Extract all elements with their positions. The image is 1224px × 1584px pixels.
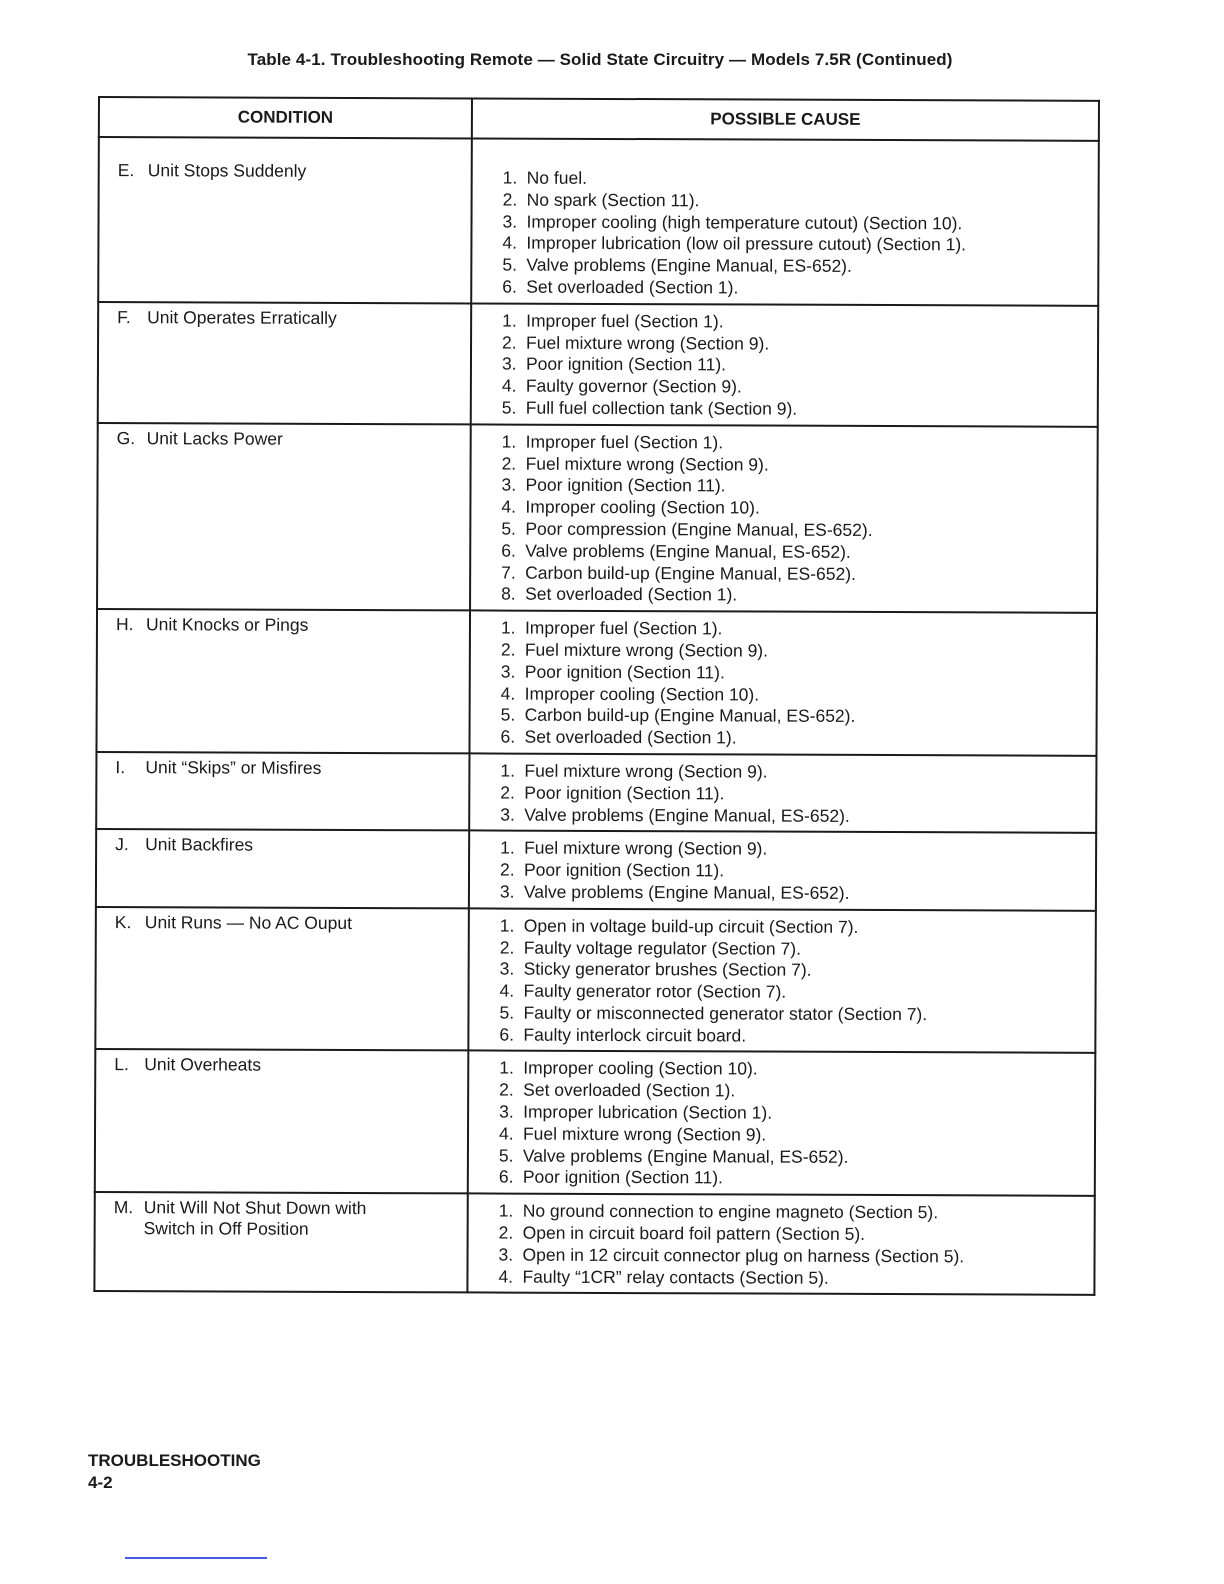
cause-item xyxy=(499,1024,1094,1048)
cause-text: Faulty governor (Section 9). xyxy=(525,375,742,397)
cause-item xyxy=(502,310,1097,334)
cause-number: 1. xyxy=(500,760,516,781)
possible-cause-cell xyxy=(469,831,1096,911)
condition-header: CONDITION xyxy=(99,97,472,138)
condition-letter: G. xyxy=(116,427,136,448)
condition-cell xyxy=(95,907,469,1051)
condition-text: Unit Operates Erratically xyxy=(147,306,337,328)
possible-cause-cell xyxy=(468,908,1096,1053)
cause-text: Valve problems (Engine Manual, ES-652). xyxy=(523,881,850,903)
cause-number: 1. xyxy=(499,915,515,936)
table-body xyxy=(94,137,1098,1295)
cause-number: 2. xyxy=(499,1079,514,1100)
cause-list xyxy=(502,310,1097,421)
condition-letter: E. xyxy=(117,160,135,181)
condition-letter: M. xyxy=(113,1197,134,1218)
cause-text: Set overloaded (Section 1). xyxy=(524,726,737,748)
cause-text: Fuel mixture wrong (Section 9). xyxy=(524,760,768,782)
cause-number: 1. xyxy=(499,1058,514,1079)
cause-item xyxy=(500,727,1095,751)
cause-item xyxy=(499,1244,1094,1268)
condition-letter: I. xyxy=(115,756,126,778)
possible-cause-cell xyxy=(471,138,1099,305)
cause-text: Improper lubrication (low oil pressure cutout) (Section 1). xyxy=(526,233,967,255)
cause-text: Poor ignition (Section 11). xyxy=(524,661,725,683)
cause-item xyxy=(503,189,1098,213)
condition-cell xyxy=(96,829,469,908)
condition-text: Unit Knocks or Pings xyxy=(145,614,309,635)
cause-text: Faulty “1CR” relay contacts (Section 5). xyxy=(522,1266,829,1288)
cause-item xyxy=(499,1167,1094,1191)
cause-item xyxy=(501,661,1096,685)
condition-cell xyxy=(97,423,471,611)
condition-line xyxy=(117,307,470,329)
condition-letter: H. xyxy=(115,614,134,635)
cause-number: 5. xyxy=(502,254,518,275)
table-row xyxy=(98,137,1099,306)
table-row xyxy=(96,609,1097,756)
cause-item xyxy=(499,1201,1094,1225)
possible-cause-cell xyxy=(468,1051,1096,1196)
table-row xyxy=(97,423,1098,613)
cause-number: 5. xyxy=(501,397,517,418)
condition-line xyxy=(114,1197,467,1219)
cause-item xyxy=(500,981,1095,1005)
possible-cause-cell xyxy=(470,424,1098,613)
cause-item xyxy=(499,1102,1094,1126)
cause-number: 1. xyxy=(500,837,515,858)
cause-text: Valve problems (Engine Manual, ES-652). xyxy=(524,804,850,826)
cause-number: 4. xyxy=(500,683,516,704)
cause-number: 1. xyxy=(502,310,517,331)
table-row xyxy=(95,907,1096,1054)
cause-list xyxy=(501,431,1097,608)
cause-number: 6. xyxy=(501,540,516,561)
cause-text: Set overloaded (Section 1). xyxy=(523,1079,736,1101)
condition-text: Unit Overheats xyxy=(144,1054,262,1076)
cause-item xyxy=(502,354,1097,378)
cause-text: Fuel mixture wrong (Section 9). xyxy=(525,453,769,475)
condition-text: Switch in Off Position xyxy=(143,1218,309,1240)
footer-page-number: 4-2 xyxy=(88,1473,113,1492)
condition-line xyxy=(117,428,470,450)
cause-text: Poor ignition (Section 11). xyxy=(525,475,726,496)
condition-letter: K. xyxy=(114,911,132,932)
cause-item xyxy=(499,1223,1094,1247)
cause-number: 3. xyxy=(500,661,516,682)
cause-text: Valve problems (Engine Manual, ES-652). xyxy=(526,254,852,277)
cause-item xyxy=(500,804,1095,828)
scan-artifact-line xyxy=(125,1557,267,1559)
cause-list xyxy=(502,168,1097,301)
cause-number: 6. xyxy=(502,276,517,297)
cause-number: 5. xyxy=(501,518,516,539)
cause-text: Improper cooling (Section 10). xyxy=(523,1058,758,1080)
cause-text: Faulty generator rotor (Section 7). xyxy=(523,980,787,1002)
cause-number: 5. xyxy=(499,1002,515,1023)
cause-number: 2. xyxy=(501,453,517,474)
cause-number: 7. xyxy=(501,562,516,583)
cause-text: Poor ignition (Section 11). xyxy=(523,859,725,881)
cause-number: 4. xyxy=(502,232,518,254)
cause-text: Poor compression (Engine Manual, ES-652). xyxy=(525,518,873,540)
cause-number: 8. xyxy=(501,583,516,604)
cause-item xyxy=(501,683,1096,707)
cause-number: 2. xyxy=(499,859,515,880)
cause-item xyxy=(499,1080,1094,1104)
condition-text: Unit Backfires xyxy=(145,834,254,855)
cause-number: 5. xyxy=(498,1145,514,1166)
cause-text: Fuel mixture wrong (Section 9). xyxy=(522,1123,767,1145)
table-row xyxy=(95,1049,1096,1196)
cause-text: Carbon build-up (Engine Manual, ES-652). xyxy=(524,704,856,727)
condition-letter: L. xyxy=(114,1054,129,1075)
cause-text: Carbon build-up (Engine Manual, ES-652). xyxy=(525,562,856,584)
cause-text: No ground connection to engine magneto (Section 5). xyxy=(522,1200,939,1223)
condition-text: Unit “Skips” or Misfires xyxy=(145,757,322,778)
cause-text: Fuel mixture wrong (Section 9). xyxy=(524,639,769,661)
cause-number: 1. xyxy=(500,617,516,638)
footer-section-label: TROUBLESHOOTING xyxy=(88,1451,261,1470)
cause-number: 2. xyxy=(500,782,515,803)
cause-text: Full fuel collection tank (Section 9). xyxy=(525,397,798,419)
condition-line xyxy=(115,757,468,779)
possible-cause-cell xyxy=(469,611,1097,756)
cause-number: 3. xyxy=(501,474,517,495)
cause-number: 2. xyxy=(502,332,517,353)
cause-number: 1. xyxy=(501,431,517,452)
cause-item xyxy=(500,838,1095,862)
condition-cell xyxy=(96,609,470,753)
cause-number: 3. xyxy=(500,804,515,825)
table-row xyxy=(98,302,1098,427)
cause-item xyxy=(502,233,1097,257)
condition-letter: F. xyxy=(117,306,131,327)
cause-number: 6. xyxy=(499,1024,515,1045)
condition-text: Unit Stops Suddenly xyxy=(147,160,307,181)
cause-item xyxy=(502,211,1097,235)
cause-text: Open in 12 circuit connector plug on harness (Section 5). xyxy=(522,1244,965,1267)
cause-number: 3. xyxy=(499,958,515,979)
cause-number: 4. xyxy=(498,1266,514,1287)
cause-list xyxy=(500,760,1095,828)
condition-line xyxy=(115,834,468,856)
cause-text: Improper lubrication (Section 1). xyxy=(523,1101,773,1123)
cause-item xyxy=(499,1123,1094,1147)
possible-cause-header: POSSIBLE CAUSE xyxy=(472,98,1099,140)
condition-text: Unit Lacks Power xyxy=(146,427,283,449)
cause-item xyxy=(501,639,1096,663)
cause-text: No fuel. xyxy=(526,167,588,188)
cause-number: 3. xyxy=(501,353,517,374)
cause-text: No spark (Section 11). xyxy=(526,189,700,211)
cause-item xyxy=(501,519,1096,543)
cause-item xyxy=(503,168,1098,192)
cause-item xyxy=(500,937,1095,961)
cause-number: 4. xyxy=(501,496,517,517)
condition-line xyxy=(116,614,469,636)
cause-text: Faulty voltage regulator (Section 7). xyxy=(523,937,802,959)
possible-cause-cell xyxy=(467,1194,1094,1296)
cause-item xyxy=(498,1266,1093,1290)
cause-item xyxy=(499,1002,1094,1026)
possible-cause-cell xyxy=(469,753,1096,833)
cause-text: Fuel mixture wrong (Section 9). xyxy=(526,332,770,354)
cause-number: 6. xyxy=(498,1167,514,1188)
condition-text: Unit Runs — No AC Ouput xyxy=(144,911,353,933)
cause-item xyxy=(501,497,1096,521)
cause-number: 2. xyxy=(500,639,516,660)
cause-number: 6. xyxy=(500,726,516,747)
cause-text: Fuel mixture wrong (Section 9). xyxy=(524,837,768,859)
condition-cell xyxy=(96,752,469,831)
cause-number: 3. xyxy=(502,211,518,232)
cause-number: 3. xyxy=(499,1101,514,1122)
cause-item xyxy=(500,860,1095,884)
condition-line xyxy=(118,160,471,182)
cause-item xyxy=(500,760,1095,784)
cause-number: 4. xyxy=(501,375,517,396)
condition-text: Unit Will Not Shut Down with xyxy=(143,1197,367,1219)
cause-item xyxy=(501,475,1096,499)
possible-cause-cell xyxy=(471,303,1098,426)
cause-item xyxy=(502,453,1097,477)
cause-number: 2. xyxy=(498,1222,514,1243)
page-title: Table 4-1. Troubleshooting Remote — Solid State Circuitry — Models 7.5R (Continued) xyxy=(247,50,953,69)
cause-number: 1. xyxy=(502,167,518,188)
cause-number: 4. xyxy=(499,980,515,1001)
condition-cell xyxy=(94,1192,467,1293)
cause-number: 2. xyxy=(499,937,515,958)
cause-item xyxy=(501,540,1096,564)
cause-text: Sticky generator brushes (Section 7). xyxy=(523,958,812,981)
condition-cell xyxy=(98,302,471,424)
cause-list xyxy=(499,1058,1094,1191)
cause-item xyxy=(499,1145,1094,1169)
cause-text: Set overloaded (Section 1). xyxy=(525,583,738,605)
cause-text: Improper cooling (high temperature cutout) (Section 10). xyxy=(526,211,963,233)
table-row xyxy=(96,752,1096,833)
cause-text: Set overloaded (Section 1). xyxy=(526,276,739,298)
condition-line xyxy=(114,1055,467,1077)
cause-item xyxy=(502,431,1097,455)
table-header-row xyxy=(99,97,1099,141)
cause-list xyxy=(500,838,1095,906)
cause-text: Valve problems (Engine Manual, ES-652). xyxy=(522,1145,849,1167)
condition-cell xyxy=(98,137,472,303)
condition-cell xyxy=(95,1049,469,1193)
cause-text: Improper cooling (Section 10). xyxy=(524,683,760,705)
cause-number: 3. xyxy=(498,1244,514,1265)
cause-text: Poor ignition (Section 11). xyxy=(524,782,725,804)
cause-item xyxy=(501,562,1096,586)
cause-item xyxy=(501,618,1096,642)
cause-text: Open in voltage build-up circuit (Section 7). xyxy=(523,915,859,937)
condition-line xyxy=(114,1218,467,1240)
page-footer xyxy=(88,1450,261,1494)
cause-item xyxy=(502,398,1097,422)
troubleshooting-table xyxy=(93,96,1100,1296)
cause-list xyxy=(500,618,1095,751)
cause-number: 1. xyxy=(498,1200,514,1221)
cause-number: 4. xyxy=(498,1123,514,1144)
cause-text: Open in circuit board foil pattern (Section 5). xyxy=(522,1222,866,1245)
cause-item xyxy=(501,584,1096,608)
cause-text: Improper cooling (Section 10). xyxy=(525,496,760,518)
cause-text: Valve problems (Engine Manual, ES-652). xyxy=(525,540,851,562)
cause-number: 3. xyxy=(499,881,515,902)
cause-item xyxy=(500,959,1095,983)
cause-list xyxy=(499,915,1094,1048)
cause-number: 2. xyxy=(502,189,518,210)
cause-item xyxy=(501,705,1096,729)
cause-text: Improper fuel (Section 1). xyxy=(524,617,723,639)
cause-number: 5. xyxy=(500,704,516,725)
cause-text: Improper fuel (Section 1). xyxy=(525,431,724,453)
cause-text: Faulty or misconnected generator stator (Section 7). xyxy=(523,1002,928,1025)
table-row xyxy=(94,1192,1094,1295)
condition-line xyxy=(115,912,468,934)
table-row xyxy=(96,829,1096,910)
cause-item xyxy=(500,915,1095,939)
cause-item xyxy=(502,332,1097,356)
cause-text: Faulty interlock circuit board. xyxy=(523,1024,747,1046)
condition-letter: J. xyxy=(115,834,129,855)
cause-item xyxy=(502,255,1097,279)
cause-list xyxy=(498,1201,1093,1290)
cause-item xyxy=(502,376,1097,400)
cause-text: Poor ignition (Section 11). xyxy=(522,1167,723,1188)
cause-item xyxy=(502,277,1097,301)
cause-item xyxy=(500,881,1095,905)
cause-item xyxy=(499,1058,1094,1082)
cause-text: Improper fuel (Section 1). xyxy=(526,310,724,332)
cause-text: Poor ignition (Section 11). xyxy=(525,354,727,375)
cause-item xyxy=(500,782,1095,806)
